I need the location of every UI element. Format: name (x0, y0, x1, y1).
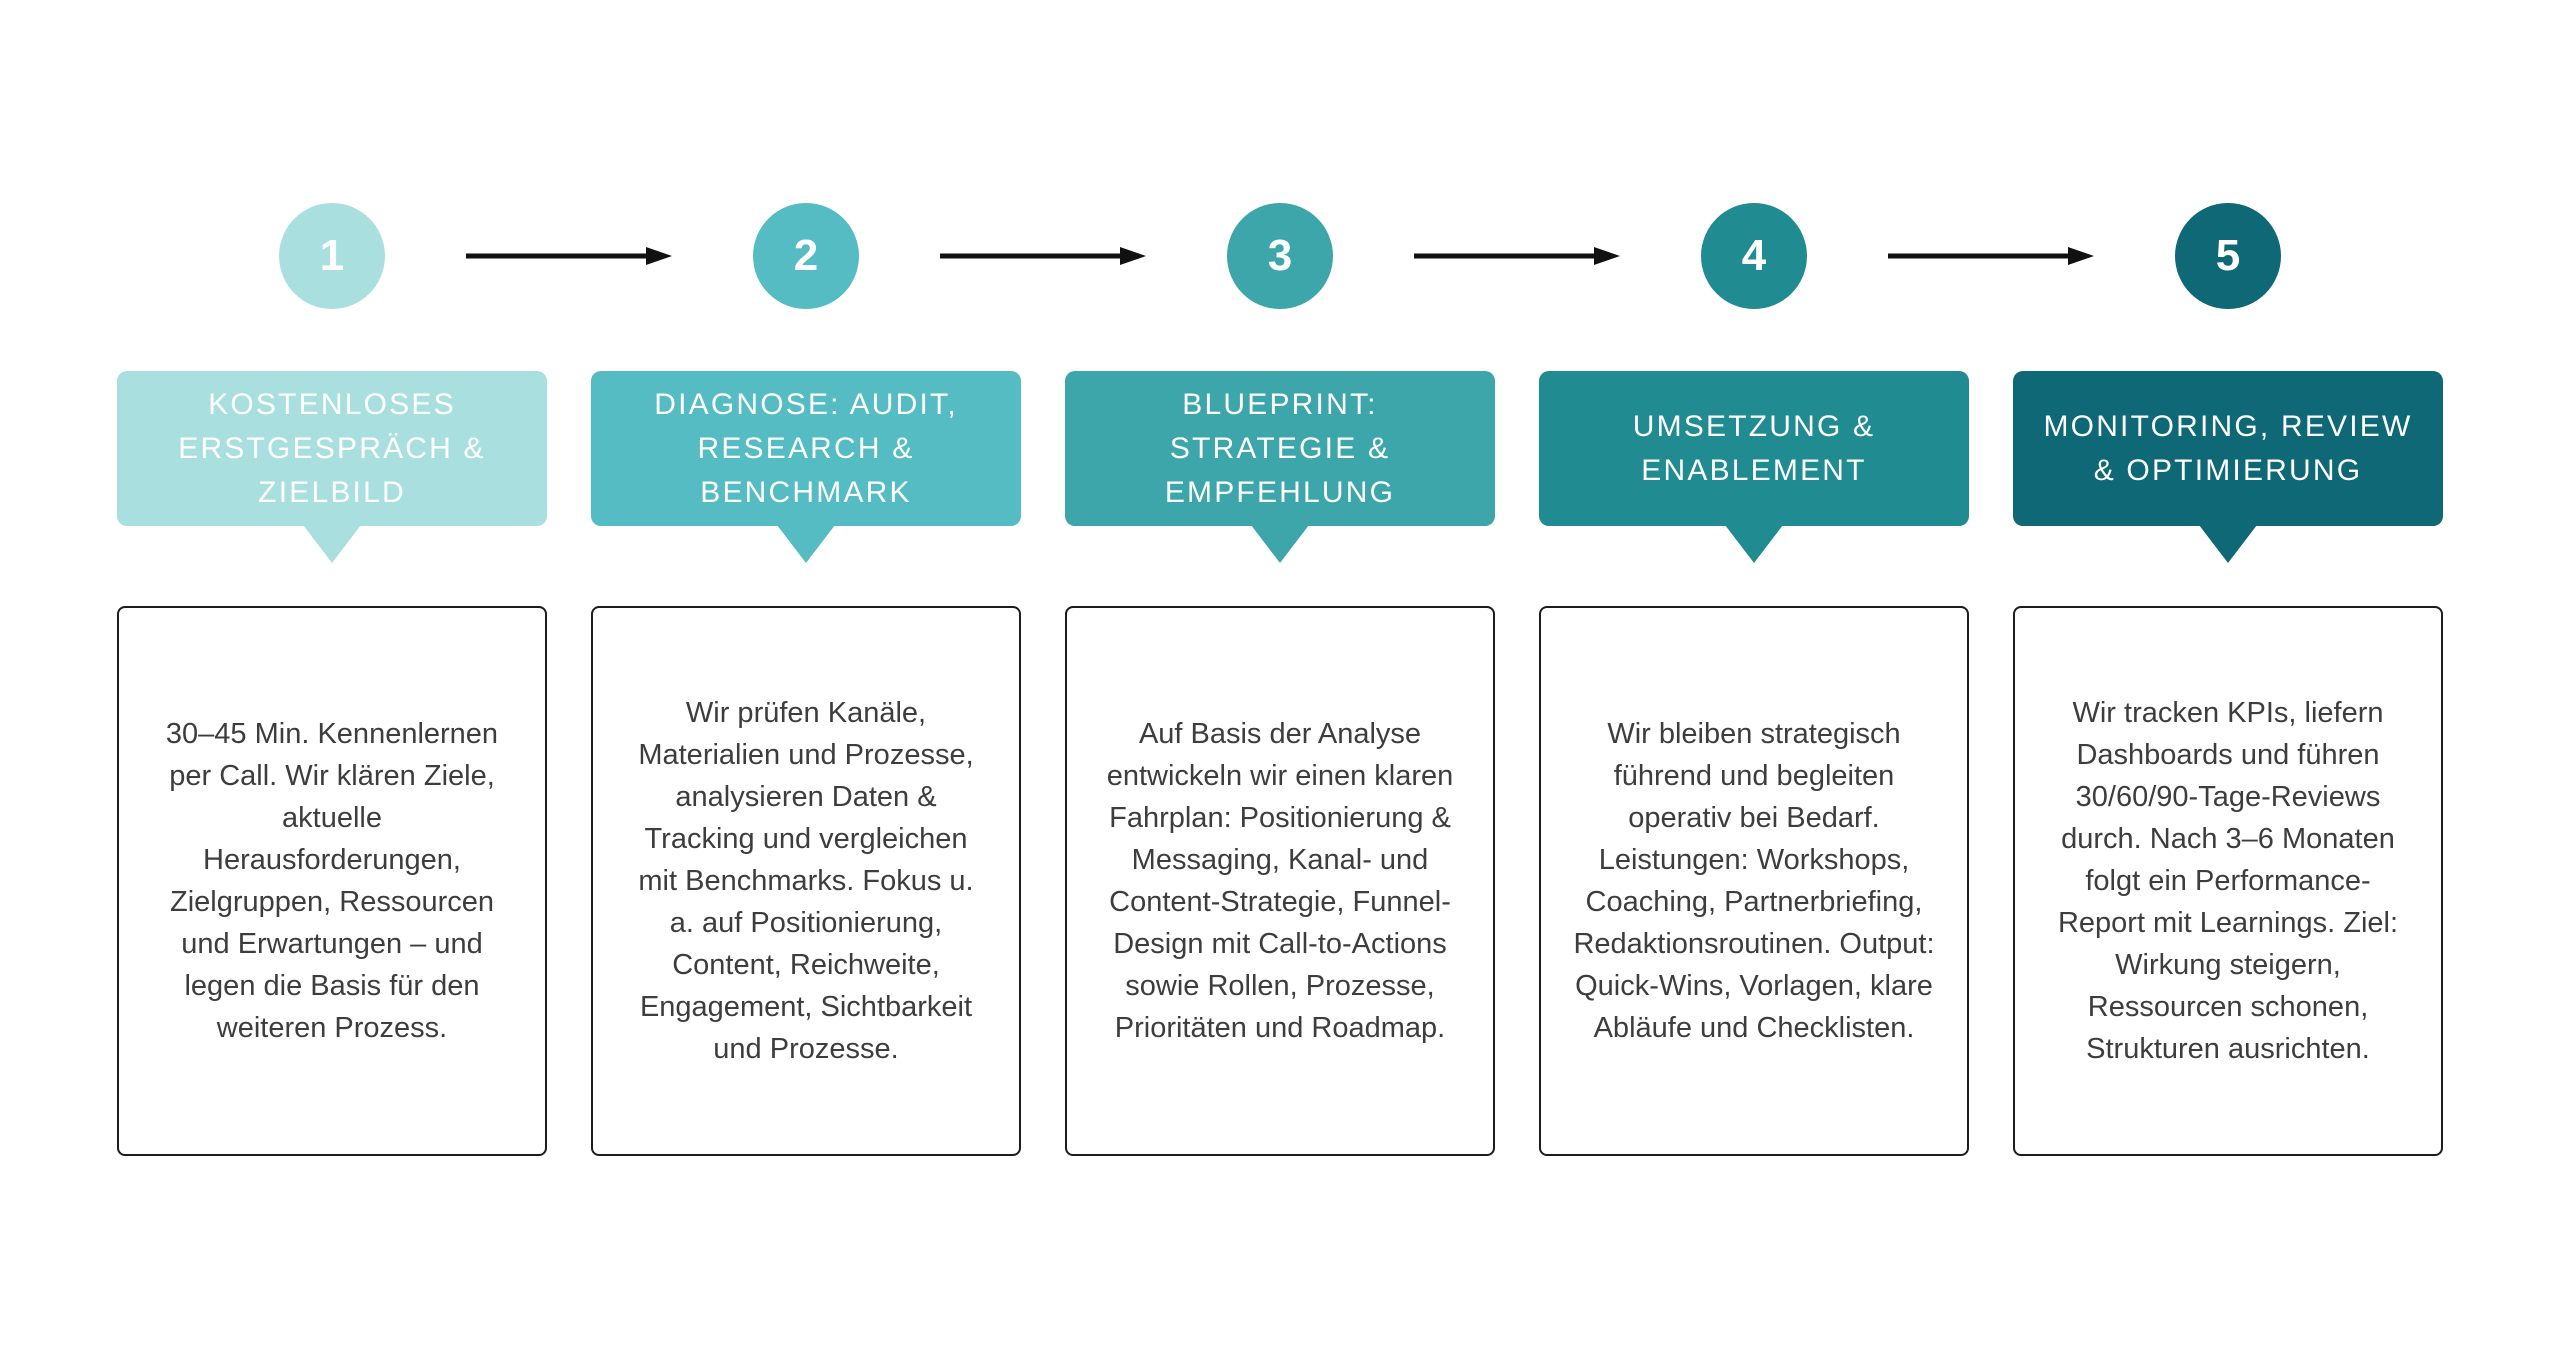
step-description-box (2013, 606, 2443, 1156)
step-description: 30–45 Min. Kennenlernen per Call. Wir klären Ziele, aktuelle Herausforderungen, Zielgruppen, Ressourcen und Erwartungen – und legen die Basis für den weiteren Prozess. (165, 717, 499, 1045)
step-description-box (591, 606, 1021, 1156)
step-title: KOSTENLOSES ERSTGESPRÄCH & ZIELBILD (178, 387, 486, 509)
step-column-5 (2013, 0, 2443, 1362)
step-column-3 (1065, 0, 1495, 1362)
step-title: DIAGNOSE: AUDIT, RESEARCH & BENCHMARK (654, 387, 958, 509)
banner-pointer (303, 525, 361, 563)
arrow-right-icon (938, 243, 1148, 269)
arrow-right-icon (1886, 243, 2096, 269)
step-title: UMSETZUNG & ENABLEMENT (1632, 409, 1876, 487)
step-description: Auf Basis der Analyse entwickeln wir einen klaren Fahrplan: Positionierung & Messaging, Kanal- und Content-Strategie, Funnel-Design mit Call-to-Actions sowie Rollen, Prozesse, Prioritäten und Roadmap. (1106, 717, 1454, 1045)
step-title-banner (1539, 371, 1969, 526)
step-title: BLUEPRINT: STRATEGIE & EMPFEHLUNG (1164, 387, 1396, 509)
step-number-badge (1227, 203, 1333, 309)
step-description: Wir prüfen Kanäle, Materialien und Prozesse, analysieren Daten & Tracking und vergleichen mit Benchmarks. Fokus u. a. auf Positionierung, Content, Reichweite, Engagement, Sichtbarkeit und Prozesse. (638, 696, 974, 1066)
step-column-4 (1539, 0, 1969, 1362)
banner-pointer (777, 525, 835, 563)
arrow-right-icon (464, 243, 674, 269)
step-column-2 (591, 0, 1021, 1362)
step-number-badge (2175, 203, 2281, 309)
step-number: 3 (1267, 231, 1293, 280)
banner-pointer (1725, 525, 1783, 563)
step-number-badge (753, 203, 859, 309)
banner-pointer (1251, 525, 1309, 563)
banner-pointer (2199, 525, 2257, 563)
step-description: Wir bleiben strategisch führend und begleiten operativ bei Bedarf. Leistungen: Workshops, Coaching, Partnerbriefing, Redaktionsroutinen. Output: Quick-Wins, Vorlagen, klare Abläufe und Checklisten. (1573, 717, 1935, 1045)
step-column-1 (117, 0, 547, 1362)
step-description-box (117, 606, 547, 1156)
step-number: 2 (793, 231, 819, 280)
step-number: 1 (319, 231, 345, 280)
step-description: Wir tracken KPIs, liefern Dashboards und führen 30/60/90-Tage-Reviews durch. Nach 3–6 Monaten folgt ein Performance-Report mit Learnings. Ziel: Wirkung steigern, Ressourcen schonen, Strukturen ausrichten. (2057, 696, 2399, 1066)
step-title-banner (117, 371, 547, 526)
step-number: 5 (2215, 231, 2241, 280)
arrow-right-icon (1412, 243, 1622, 269)
step-title: MONITORING, REVIEW & OPTIMIERUNG (2043, 409, 2413, 487)
step-title-banner (591, 371, 1021, 526)
step-description-box (1539, 606, 1969, 1156)
step-number: 4 (1741, 231, 1767, 280)
step-description-box (1065, 606, 1495, 1156)
step-title-banner (1065, 371, 1495, 526)
step-title-banner (2013, 371, 2443, 526)
step-number-badge (1701, 203, 1807, 309)
step-number-badge (279, 203, 385, 309)
